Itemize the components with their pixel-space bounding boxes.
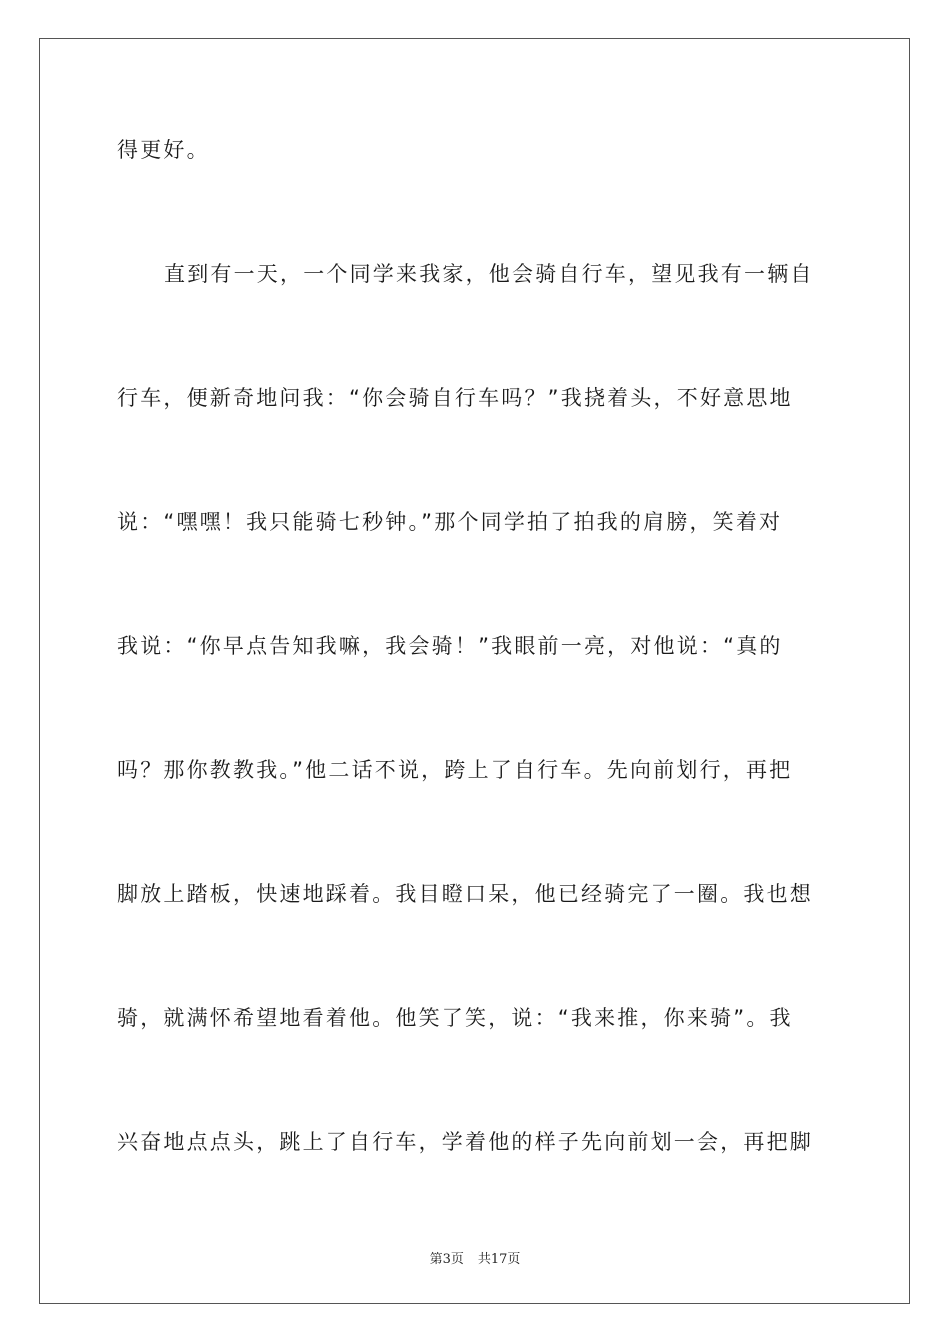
body-text-line: 得更好。 <box>117 138 210 162</box>
page-number: 第3页 <box>429 1252 464 1267</box>
total-pages: 共17页 <box>477 1252 521 1267</box>
body-text-line: 脚放上踏板，快速地踩着。我目瞪口呆，他已经骑完了一圈。我也想 <box>117 882 813 906</box>
page-footer <box>0 1248 950 1267</box>
body-text-line: 我说：“你早点告知我嘛，我会骑！”我眼前一亮，对他说：“真的 <box>117 634 783 658</box>
body-text-line: 吗？那你教教我。”他二话不说，跨上了自行车。先向前划行，再把 <box>117 758 793 782</box>
paragraph-first-line: 直到有一天，一个同学来我家，他会骑自行车，望见我有一辆自 <box>164 262 814 286</box>
page-border <box>39 38 910 1304</box>
body-text-line: 说：“嘿嘿！我只能骑七秒钟。”那个同学拍了拍我的肩膀，笑着对 <box>117 510 783 534</box>
body-text-line: 兴奋地点点头，跳上了自行车，学着他的样子先向前划一会，再把脚 <box>117 1130 813 1154</box>
body-text-line: 行车，便新奇地问我：“你会骑自行车吗？”我挠着头，不好意思地 <box>117 386 793 410</box>
body-text-line: 骑，就满怀希望地看着他。他笑了笑，说：“我来推，你来骑”。我 <box>117 1006 793 1030</box>
